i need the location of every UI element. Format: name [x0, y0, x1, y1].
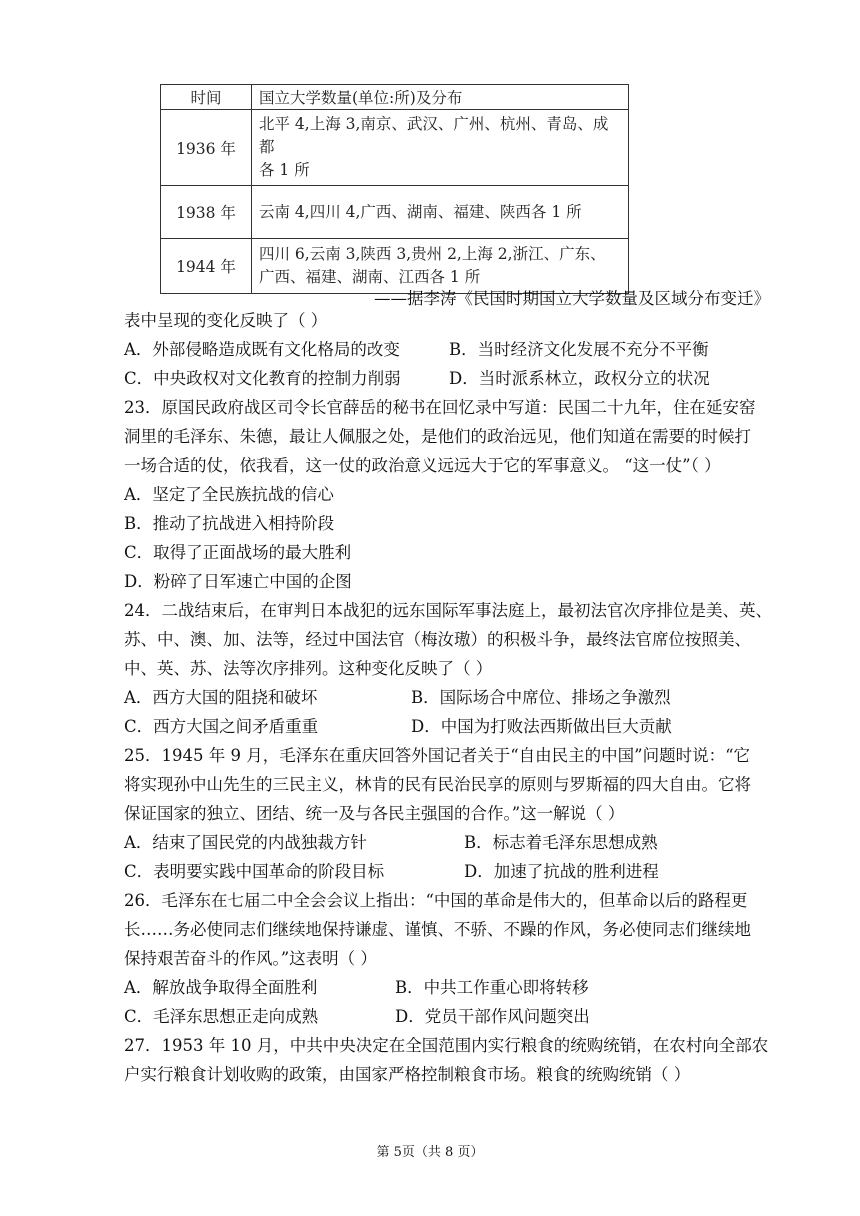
q23-stem-line3: 一场合适的仗，依我看，这一仗的政治意义远远大于它的军事意义。 “这一仗”（ ）: [124, 456, 721, 475]
q23-option-a: A．坚定了全民族抗战的信心: [124, 485, 334, 504]
table-header-row: [161, 85, 629, 110]
q23-option-d: D．粉碎了日军速亡中国的企图: [124, 572, 352, 591]
q25-option-a: A．结束了国民党的内战独裁方针: [124, 833, 367, 852]
q25-option-d: D．加速了抗战的胜利进程: [464, 862, 659, 881]
row-distribution-line: 各 1 所: [259, 161, 310, 179]
q26-stem-line1: 26．毛泽东在七届二中全会会议上指出：“中国的革命是伟大的，但革命以后的路程更: [124, 891, 748, 910]
q22-option-d: D．当时派系林立，政权分立的状况: [449, 369, 710, 388]
q24-stem-line3: 中、英、苏、法等次序排列。这种变化反映了（ ）: [124, 659, 493, 678]
q25-stem-line3: 保证国家的独立、团结、统一及与各民主强国的合作。”这一解说（ ）: [124, 804, 625, 823]
q22-option-b: B．当时经济文化发展不充分不平衡: [449, 340, 709, 359]
q26-option-c: C．毛泽东思想正走向成熟: [124, 1007, 319, 1026]
row-distribution-line: 广西、福建、湖南、江西各 1 所: [259, 268, 481, 286]
q24-stem-line1: 24．二战结束后，在审判日本战犯的远东国际军事法庭上，最初法官次序排位是美、英、: [124, 601, 772, 620]
row-distribution-line: 四川 6,云南 3,陕西 3,贵州 2,上海 2,浙江、广东、: [259, 245, 606, 263]
q23-stem-line1: 23．原国民政府战区司令长官薛岳的秘书在回忆录中写道：民国二十九年，住在延安窑: [124, 398, 756, 417]
q26-stem-line2: 长……务必使同志们继续地保持谦虚、谨慎、不骄、不躁的作风，务必使同志们继续地: [124, 920, 751, 939]
header-time: 时间: [161, 85, 252, 110]
row-year: 1944 年: [161, 239, 252, 294]
row-distribution: [252, 110, 629, 186]
q24-option-d: D．中国为打败法西斯做出巨大贡献: [411, 717, 672, 736]
header-distribution: 国立大学数量(单位:所)及分布: [252, 85, 629, 110]
q26-option-a: A．解放战争取得全面胜利: [124, 978, 318, 997]
q25-option-b: B．标志着毛泽东思想成熟: [464, 833, 658, 852]
q24-stem-line2: 苏、中、澳、加、法等，经过中国法官（梅汝璈）的积极斗争，最终法官席位按照美、: [124, 630, 751, 649]
q24-option-c: C．西方大国之间矛盾重重: [124, 717, 319, 736]
q27-stem-line2: 户实行粮食计划收购的政策，由国家严格控制粮食市场。粮食的统购统销（ ）: [124, 1065, 691, 1084]
q22-option-c: C．中央政权对文化教育的控制力削弱: [124, 369, 401, 388]
q24-option-b: B．国际场合中席位、排场之争激烈: [411, 688, 671, 707]
q23-option-b: B．推动了抗战进入相持阶段: [124, 514, 335, 533]
row-year: 1938 年: [161, 186, 252, 239]
table-row: [161, 110, 629, 186]
row-distribution-line: 云南 4,四川 4,广西、湖南、福建、陕西各 1 所: [259, 202, 582, 221]
q26-stem-line3: 保持艰苦奋斗的作风。”这表明（ ）: [124, 949, 377, 968]
q22-option-a: A．外部侵略造成既有文化格局的改变: [124, 340, 400, 359]
university-distribution-table: [160, 84, 629, 294]
page-number-footer: 第 5页（共 8 页）: [376, 1145, 484, 1160]
row-distribution-line: 北平 4,上海 3,南京、武汉、广州、杭州、青岛、成都: [259, 115, 609, 156]
q25-stem-line2: 将实现孙中山先生的三民主义，林肯的民有民治民享的原则与罗斯福的四大自由。它将: [124, 775, 751, 794]
q23-option-c: C．取得了正面战场的最大胜利: [124, 543, 352, 562]
q22-stem: 表中呈现的变化反映了（ ）: [124, 311, 328, 330]
q25-stem-line1: 25．1945 年 9 月，毛泽东在重庆回答外国记者关于“自由民主的中国”问题时说：“它: [124, 746, 751, 765]
row-distribution: [252, 186, 629, 239]
q24-option-a: A．西方大国的阻挠和破坏: [124, 688, 318, 707]
row-year: 1936 年: [161, 110, 252, 186]
q26-option-d: D．党员干部作风问题突出: [395, 1007, 590, 1026]
q23-stem-line2: 洞里的毛泽东、朱德，最让人佩服之处，是他们的政治远见，他们知道在需要的时候打: [124, 427, 751, 446]
q27-stem-line1: 27．1953 年 10 月，中共中央决定在全国范围内实行粮食的统购统销，在农村向全部农: [124, 1036, 769, 1055]
table-source-citation: ——据李涛《民国时期国立大学数量及区域分布变迁》: [374, 289, 770, 308]
q25-option-c: C．表明要实践中国革命的阶段目标: [124, 862, 385, 881]
q26-option-b: B．中共工作重心即将转移: [395, 978, 589, 997]
table-row: [161, 186, 629, 239]
